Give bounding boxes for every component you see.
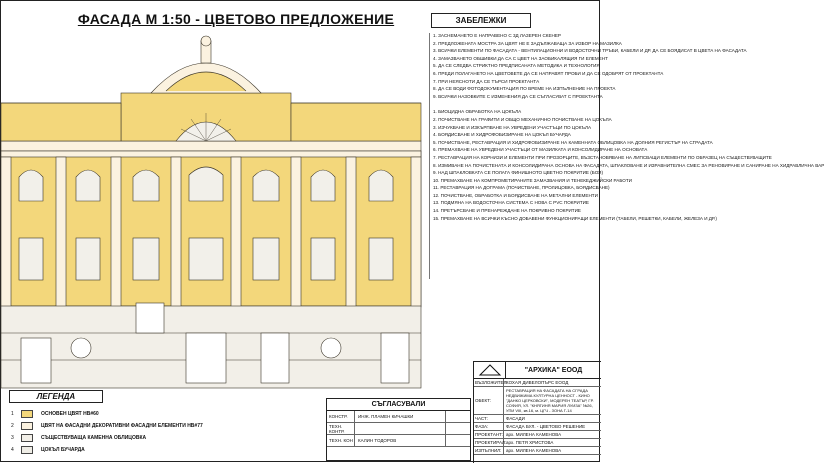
- note: 1. БИОЦИДНА ОБРАБОТКА НА ЦОКЪЛА: [433, 109, 522, 115]
- company-name: "АРХИКА" ЕООД: [524, 366, 583, 374]
- note: 8. ИЗМИВАНЕ НА ПОЧИСТЕНАТА И КОНСОЛИДИРАНА ОСНОВА НА ФАСАДАТА, ШПАКЛОВАНЕ И ИЗРАВНИТЕЛНА СМЕС ЗА РЕНОВИРАНЕ И САНИРАНЕ НА ХИДРАВЛИЧНА ВАР: [433, 162, 824, 168]
- note: 7. ПРИ НЕЯСНОТИ ДА СЕ ТЪРСИ ПРОЕКТАНТА: [433, 78, 540, 84]
- note: 3. ИЗЧУКВАНЕ И ИЗКЪРПВАНЕ НА УВРЕДЕНИ УЧАСТЪЦИ ПО ЦОКЪЛА: [433, 124, 592, 130]
- note: 2. ПРЕДЛОЖЕНАТА МОСТРА ЗА ЦВЯТ НЕ Е ЗАДЪЛЖАВАЩА ЗА ИЗБОР НА МАЗИЛКА: [433, 40, 622, 46]
- legend-item: 2 ЦВЯТ НА ФАСАДНИ ДЕКОРАТИВНИ ФАСАДНИ ЕЛЕМЕНТИ НВ#77: [11, 423, 203, 429]
- logo-icon: [478, 364, 502, 376]
- company-logo: [474, 362, 506, 378]
- legend-swatch: [21, 410, 33, 418]
- facade-lines: [1, 36, 421, 388]
- note: 15. ПРЕМАХВАНЕ НА ВСИЧКИ КЪСНО ДОБАВЕНИ ФУНКЦИОНИРАЩИ ЕЛЕМЕНТИ (ТАБЕЛИ, РЕШЕТКИ, КАБЕЛИ, ЖЕЛЕЗА И ДР.): [433, 215, 717, 221]
- page-title: ФАСАДА М 1:50 - ЦВЕТОВО ПРЕДЛОЖЕНИЕ: [77, 11, 395, 27]
- approval-row: ТЕХН. КОНТР.: [327, 423, 470, 435]
- signature-cell: [446, 411, 470, 422]
- notes-title: ЗАБЕЛЕЖКИ: [431, 13, 531, 28]
- note: 6. ПРЕМАХВАНЕ НА УВРЕДЕНИ УЧАСТЪЦИ ОТ МАЗИЛКАТА И КОНСОЛИДИРАНЕ НА ОСНОВАТА: [433, 147, 648, 153]
- shop-window-left: [21, 338, 51, 383]
- main-entrance: [186, 333, 226, 383]
- title-block-row: ИЗПЪЛНИЛ: арх. МИЛЕНА КАМЕНОВА: [474, 447, 601, 455]
- facade-elevation: [1, 33, 421, 388]
- cornice: [1, 141, 421, 151]
- signature-cell: [446, 435, 470, 446]
- note: 5. ДА СЕ СЛЕДВА СТРИКТНО ПРЕДПИСАНАТА МЕТОДИКА И ТЕХНОЛОГИЯ: [433, 63, 600, 69]
- note: 10. ПРЕМАХВАНЕ НА КОМПРОМЕТИРАНИТЕ ЗАМАЗВАНИЯ И ТЕНЕКЕДЖИЙСКИ РАБОТИ: [433, 177, 632, 183]
- legend-title: ЛЕГЕНДА: [9, 390, 103, 403]
- title-block-row: ФАЗА: ФАСАДА БУЛ. - ЦВЕТОВО РЕШЕНИЕ: [474, 423, 601, 431]
- signature-cell: [446, 423, 470, 434]
- legend-swatch: [21, 434, 33, 442]
- title-block-row: ВЪЗЛОЖИТЕЛ: КОХАЯ ДИВЕЛОПЪРС ЕООД: [474, 379, 601, 387]
- note: 1. ЗАСНЕМАНЕТО Е НАПРАВЕНО С 3Д ЛАЗЕРЕН СКЕНЕР: [433, 33, 561, 38]
- approvals-title: СЪГЛАСУВАЛИ: [327, 399, 470, 411]
- notes-list: [429, 33, 824, 279]
- approval-row: КОНСТР. ИНЖ. ПЛАМЕН КИЧАШКИ: [327, 411, 470, 423]
- title-block-row: ПРОЕКТАНТ: арх. МИЛЕНА КАМЕНОВА: [474, 431, 601, 439]
- note: 2. ПОЧИСТВАНЕ НА ГРАФИТИ И ОБЩО МЕХАНИЧНО ПОЧИСТВАНЕ НА ЦОКЪЛА: [433, 116, 612, 122]
- note: 9. ВСИЧКИ НАЗОВКИТЕ С ИЗМЕНЕНИЯ ДА СЕ СЪГЛАСУВАТ С ПРОЕКТАНТА: [433, 93, 603, 99]
- note: 11. РЕСТАВРАЦИЯ НА ДОГРАМА (ПОЧИСТВАНЕ, ПРОЛИЦОВКА, БОЯДИСВАНЕ): [433, 185, 610, 191]
- oculus-right: [321, 338, 341, 358]
- note: 14. ПРЕТЪРСВАНЕ И ПРЕНАРЕЖДАНЕ НА ПОКРИВНО ПОКРИТИЕ: [433, 208, 581, 214]
- note: 5. ПОЧИСТВАНЕ, РЕСТАВРАЦИЯ И ХИДРОФОБИЗИРАНЕ НА КАМЕННАТА ОБЛИЦОВКА НА ДОЛНИЯ РЕГИСТЪР НА СГРАДАТА: [433, 139, 713, 145]
- note: 3. ВСИЧКИ ЕЛЕМЕНТИ ПО ФАСАДАТА - ВЕНТИЛАЦИОННИ И ВОДОСТОЧНИ ТРЪБИ, КАБЕЛИ И ДР. ДА СЕ БОЯДИСАТ В ЦВЕТА НА ФАСАДАТА: [433, 48, 747, 54]
- note: 7. РЕСТАВРАЦИЯ НА КОРНИЗИ И ЕЛЕМЕНТИ ПРИ ПРОЗОРЦИТЕ, ВЪЗСТАНОВЯВАНЕ НА ЛИПСВАЩИ ЕЛЕМЕНТИ ПО ОБРАЗЕЦ НА СЪЩЕСТВУВАЩИТЕ: [433, 154, 772, 160]
- note: 8. ДА СЕ ВОДИ ФОТОДОКУМЕНТАЦИЯ ПО ВРЕМЕ НА ИЗПЪЛНЕНИЕ НА ПРОЕКТА: [433, 86, 616, 92]
- note: 9. НАД ШПАКЛОВКАТА СЕ ПОЛАГА ФИНИШНОТО ЦВЕТНО ПОКРИТИЕ (БОЯ): [433, 170, 604, 176]
- notes-works: [433, 109, 824, 221]
- note: 12. ПОЧИСТВАНЕ, ОБРАБОТКА И БОЯДИСВАНЕ НА МЕТАЛНИ ЕЛЕМЕНТИ: [433, 192, 598, 198]
- note: 4. БОЯДИСВАНЕ И ХИДРОФОБИЗИРАНЕ НА ЦОКЪЛ БУЧАРДА: [433, 132, 571, 138]
- legend-item: 4 ЦОКЪЛ БУЧАРДА: [11, 447, 85, 453]
- legend-item: 1 ОСНОВЕН ЦВЯТ НВ#60: [11, 411, 99, 417]
- legend-item: 3 СЪЩЕСТВУВАЩА КАМЕННА ОБЛИЦОВКА: [11, 435, 147, 441]
- legend-swatch: [21, 422, 33, 430]
- title-block-row: ОБЕКТ: РЕСТАВРАЦИЯ НА ФАСАДАТА НА СГРАДА НЕДВИЖИМА КУЛТУРНА ЦЕННОСТ - КИНО "ДАНКО ЦЕРКОВСКИ", МОДЕРЕН ТЕАТЪР, ГР. СОФИЯ, УЛ. "КНЯГИНЯ МАРИЯ ЛУИЗА" №26, УПИ VIII, кв.16, м. ЦГЧ - ЗОНА Г-14: [474, 387, 601, 415]
- title-block-row: ЧАСТ: ФАСАДИ: [474, 415, 601, 423]
- note: 6. ПРЕДИ ПОЛАГАНЕТО НА ЦВЕТОВЕТЕ ДА СЕ НАПРАВЯТ ПРОБИ И ДА СЕ ОДОБРЯТ ОТ ПРОЕКТАНТА: [433, 70, 664, 76]
- title-block-row: ПРОЕКТИРАЛ: арх. ПЕТЯ ХРИСТОВА: [474, 439, 601, 447]
- approvals-table: [326, 398, 471, 461]
- note: 13. ПОДМЯНА НА ВОДОСТОЧНА СИСТЕМА С НОВА С PVC ПОКРИТИЕ: [433, 200, 589, 206]
- oculus-left: [71, 338, 91, 358]
- legend-swatch: [21, 446, 33, 454]
- note: 4. ЗАМАЗВАНЕТО ОБШИВКИ ДА СА С ЦВЕТ НА ЗАОБИКАЛЯЩИЯ ГИ ЕЛЕМЕНТ: [433, 55, 608, 61]
- title-block: [473, 361, 601, 463]
- notes-general: [433, 33, 747, 99]
- approval-row: ТЕХН. КОН КАЛИН ТОДОРОВ: [327, 435, 470, 447]
